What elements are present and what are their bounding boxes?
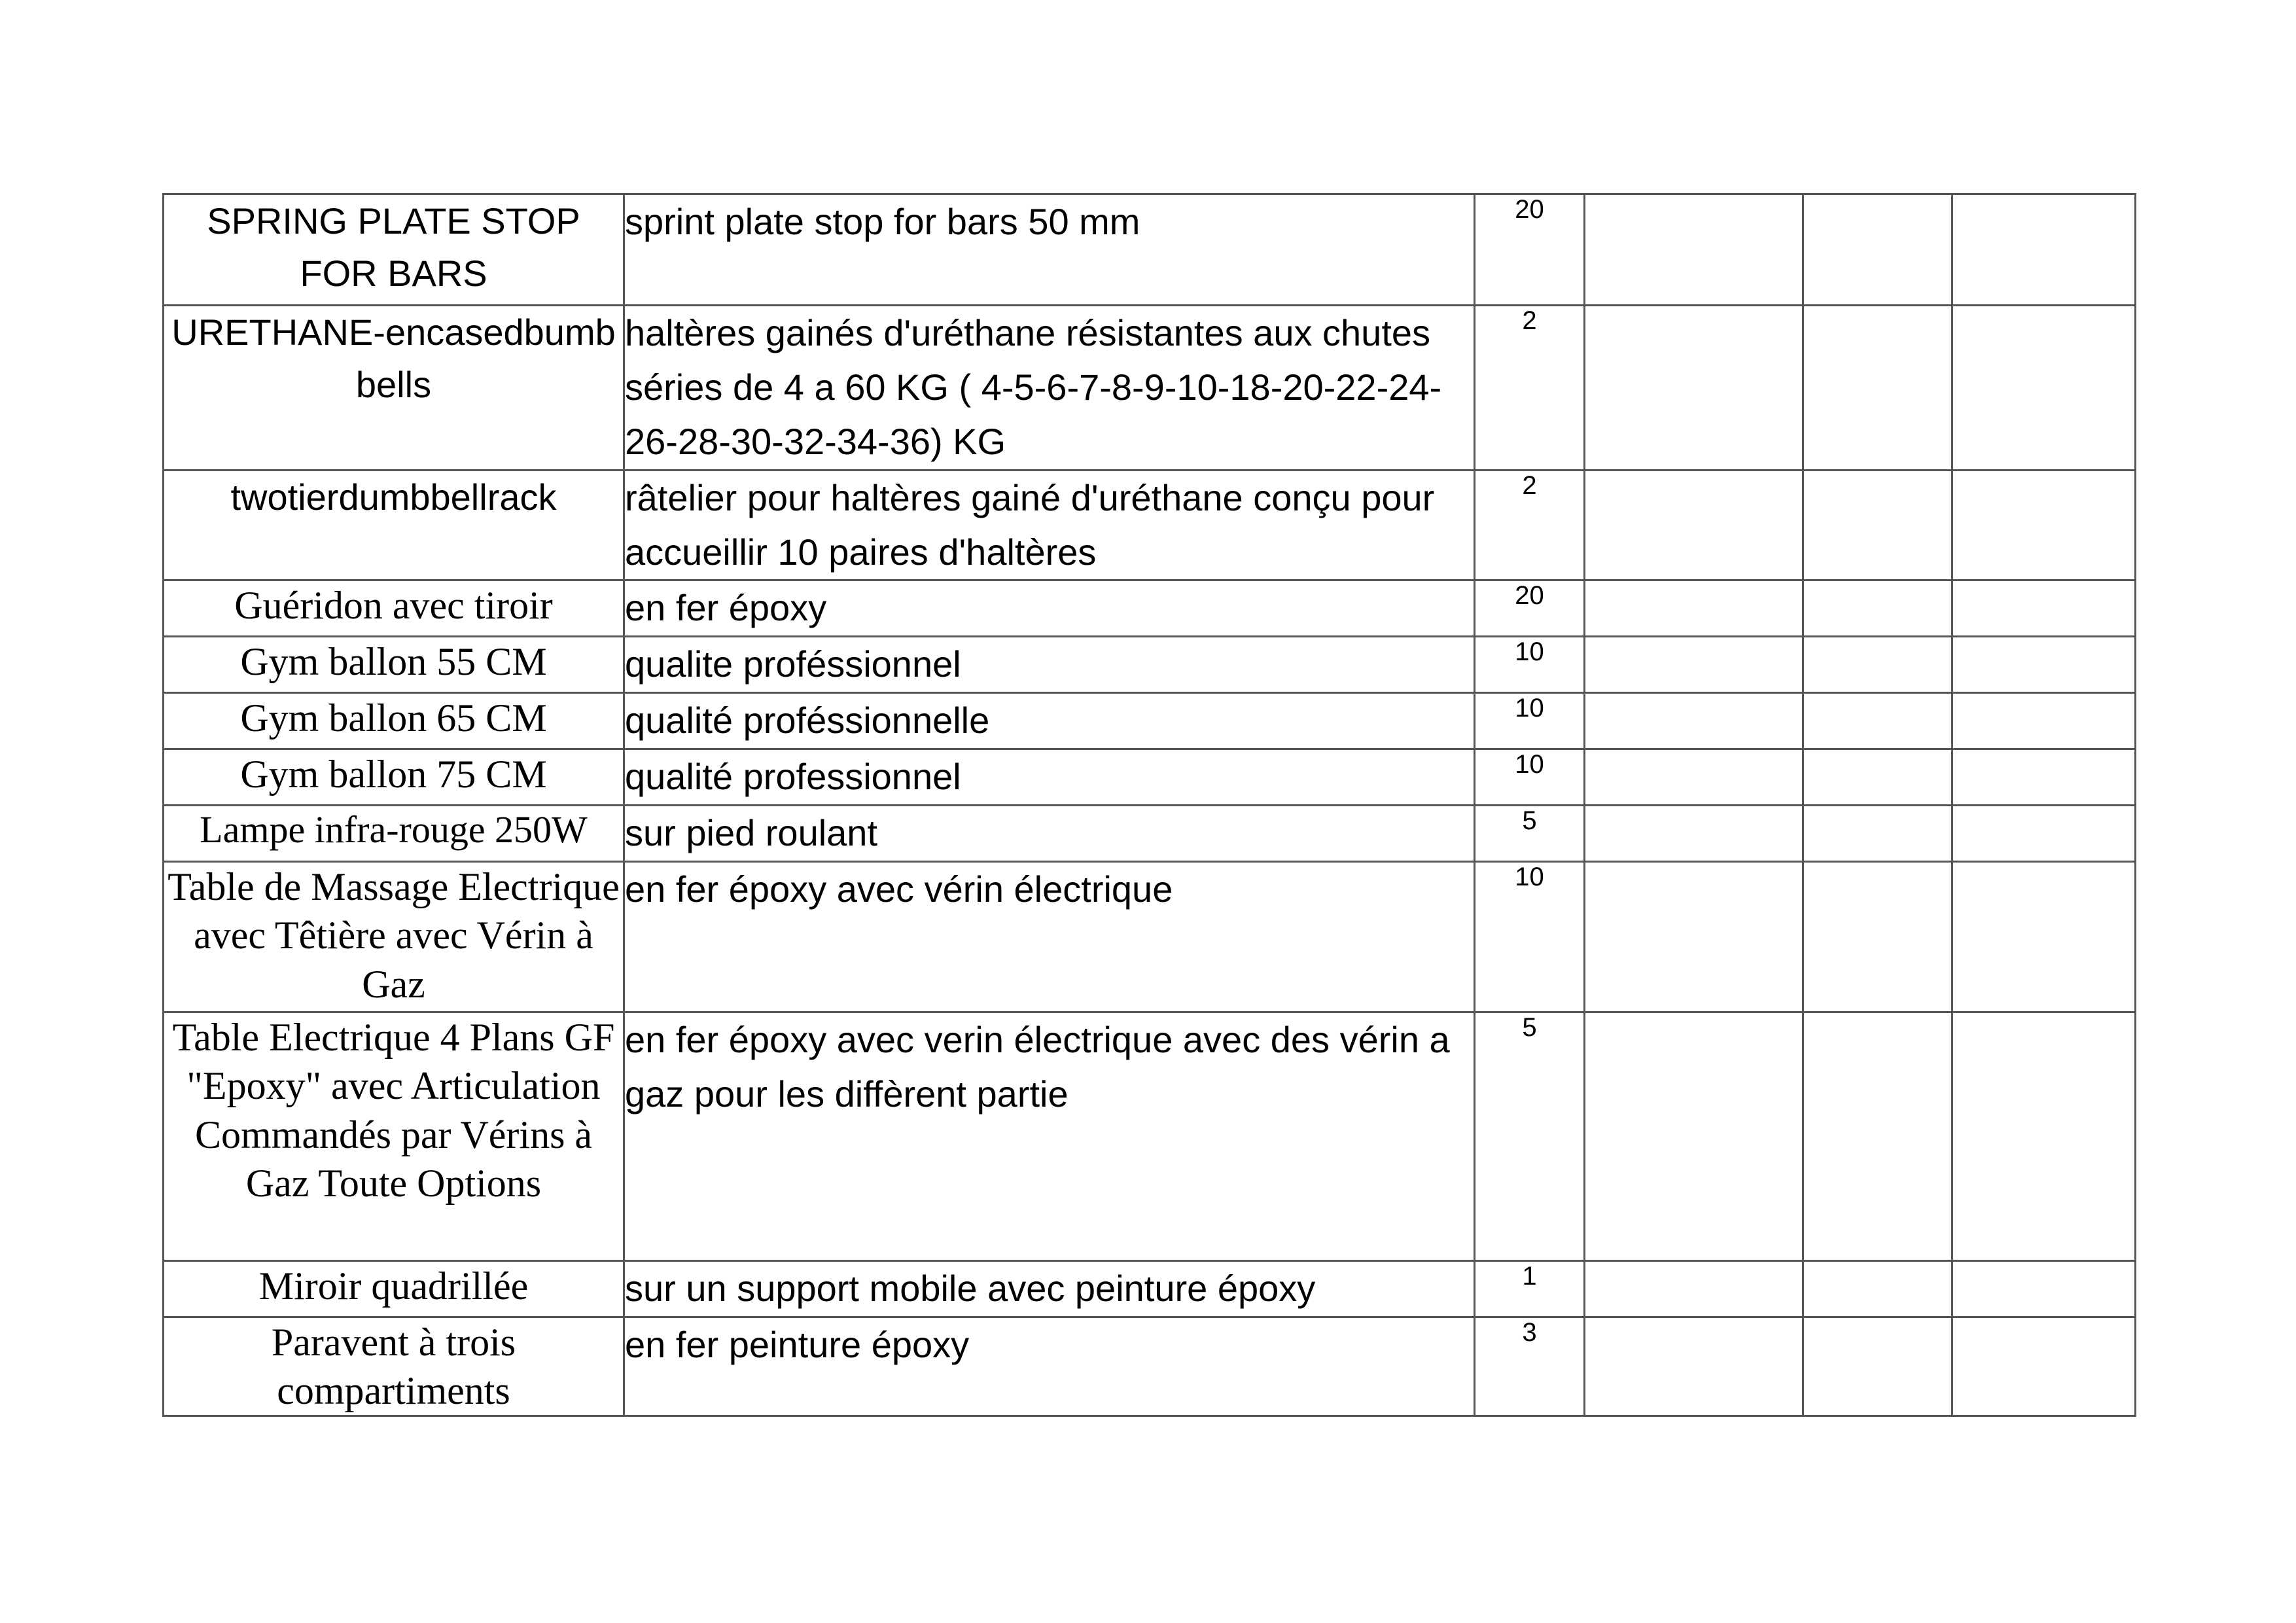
empty-cell xyxy=(1803,805,1952,861)
item-quantity: 3 xyxy=(1475,1317,1585,1416)
item-quantity: 2 xyxy=(1475,470,1585,580)
empty-cell xyxy=(1803,1317,1952,1416)
empty-cell xyxy=(1952,861,2136,1012)
item-name: Table Electrique 4 Plans GF "Epoxy" avec Articulation Commandés par Vérins à Gaz Toute Options xyxy=(164,1012,624,1260)
empty-cell xyxy=(1803,306,1952,471)
table-row xyxy=(164,580,2136,637)
empty-cell xyxy=(1803,580,1952,637)
table-row xyxy=(164,1317,2136,1416)
item-name: Gym ballon 65 CM xyxy=(164,693,624,749)
item-quantity: 5 xyxy=(1475,805,1585,861)
empty-cell xyxy=(1803,749,1952,806)
item-quantity: 1 xyxy=(1475,1260,1585,1317)
empty-cell xyxy=(1803,693,1952,749)
empty-cell xyxy=(1952,580,2136,637)
equipment-table xyxy=(162,193,2136,1417)
empty-cell xyxy=(1952,194,2136,306)
empty-cell xyxy=(1585,580,1803,637)
item-description: en fer époxy avec vérin électrique xyxy=(624,861,1475,1012)
table-row xyxy=(164,637,2136,693)
item-name: Guéridon avec tiroir xyxy=(164,580,624,637)
empty-cell xyxy=(1585,306,1803,471)
empty-cell xyxy=(1803,637,1952,693)
item-name: SPRING PLATE STOP FOR BARS xyxy=(164,194,624,306)
item-description: sprint plate stop for bars 50 mm xyxy=(624,194,1475,306)
table-row xyxy=(164,693,2136,749)
item-quantity: 10 xyxy=(1475,861,1585,1012)
empty-cell xyxy=(1585,637,1803,693)
item-quantity: 10 xyxy=(1475,693,1585,749)
empty-cell xyxy=(1585,194,1803,306)
table-row xyxy=(164,861,2136,1012)
empty-cell xyxy=(1585,805,1803,861)
empty-cell xyxy=(1803,1260,1952,1317)
table-row xyxy=(164,749,2136,806)
item-description: en fer peinture époxy xyxy=(624,1317,1475,1416)
table-row xyxy=(164,470,2136,580)
empty-cell xyxy=(1952,693,2136,749)
empty-cell xyxy=(1952,1260,2136,1317)
empty-cell xyxy=(1952,1012,2136,1260)
item-quantity: 10 xyxy=(1475,637,1585,693)
item-description: qualité professionnel xyxy=(624,749,1475,806)
item-description: qualite proféssionnel xyxy=(624,637,1475,693)
item-name: Table de Massage Electrique avec Têtière avec Vérin à Gaz xyxy=(164,861,624,1012)
item-quantity: 2 xyxy=(1475,306,1585,471)
item-description: sur un support mobile avec peinture époxy xyxy=(624,1260,1475,1317)
item-description: en fer époxy avec verin électrique avec des vérin a gaz pour les diffèrent partie xyxy=(624,1012,1475,1260)
item-description: haltères gainés d'uréthane résistantes aux chutes séries de 4 a 60 KG ( 4-5-6-7-8-9-10-18-20-22-24-26-28-30-32-34-36) KG xyxy=(624,306,1475,471)
item-quantity: 20 xyxy=(1475,194,1585,306)
item-description: râtelier pour haltères gainé d'uréthane conçu pour accueillir 10 paires d'haltères xyxy=(624,470,1475,580)
empty-cell xyxy=(1585,749,1803,806)
empty-cell xyxy=(1803,861,1952,1012)
table-row xyxy=(164,306,2136,471)
empty-cell xyxy=(1803,194,1952,306)
item-name: Gym ballon 55 CM xyxy=(164,637,624,693)
empty-cell xyxy=(1585,470,1803,580)
item-quantity: 20 xyxy=(1475,580,1585,637)
table-row xyxy=(164,1260,2136,1317)
empty-cell xyxy=(1952,470,2136,580)
item-quantity: 10 xyxy=(1475,749,1585,806)
table-row xyxy=(164,194,2136,306)
item-name: URETHANE-encasedbumbbells xyxy=(164,306,624,471)
item-description: en fer époxy xyxy=(624,580,1475,637)
item-quantity: 5 xyxy=(1475,1012,1585,1260)
empty-cell xyxy=(1585,861,1803,1012)
empty-cell xyxy=(1952,805,2136,861)
empty-cell xyxy=(1585,1012,1803,1260)
empty-cell xyxy=(1585,1260,1803,1317)
item-description: sur pied roulant xyxy=(624,805,1475,861)
empty-cell xyxy=(1585,693,1803,749)
empty-cell xyxy=(1803,1012,1952,1260)
empty-cell xyxy=(1952,1317,2136,1416)
empty-cell xyxy=(1952,306,2136,471)
item-name: Gym ballon 75 CM xyxy=(164,749,624,806)
item-description: qualité proféssionnelle xyxy=(624,693,1475,749)
item-name: Paravent à trois compartiments xyxy=(164,1317,624,1416)
item-name: Miroir quadrillée xyxy=(164,1260,624,1317)
empty-cell xyxy=(1803,470,1952,580)
table-row xyxy=(164,1012,2136,1260)
empty-cell xyxy=(1952,637,2136,693)
empty-cell xyxy=(1585,1317,1803,1416)
table-row xyxy=(164,805,2136,861)
empty-cell xyxy=(1952,749,2136,806)
item-name: twotierdumbbellrack xyxy=(164,470,624,580)
item-name: Lampe infra-rouge 250W xyxy=(164,805,624,861)
